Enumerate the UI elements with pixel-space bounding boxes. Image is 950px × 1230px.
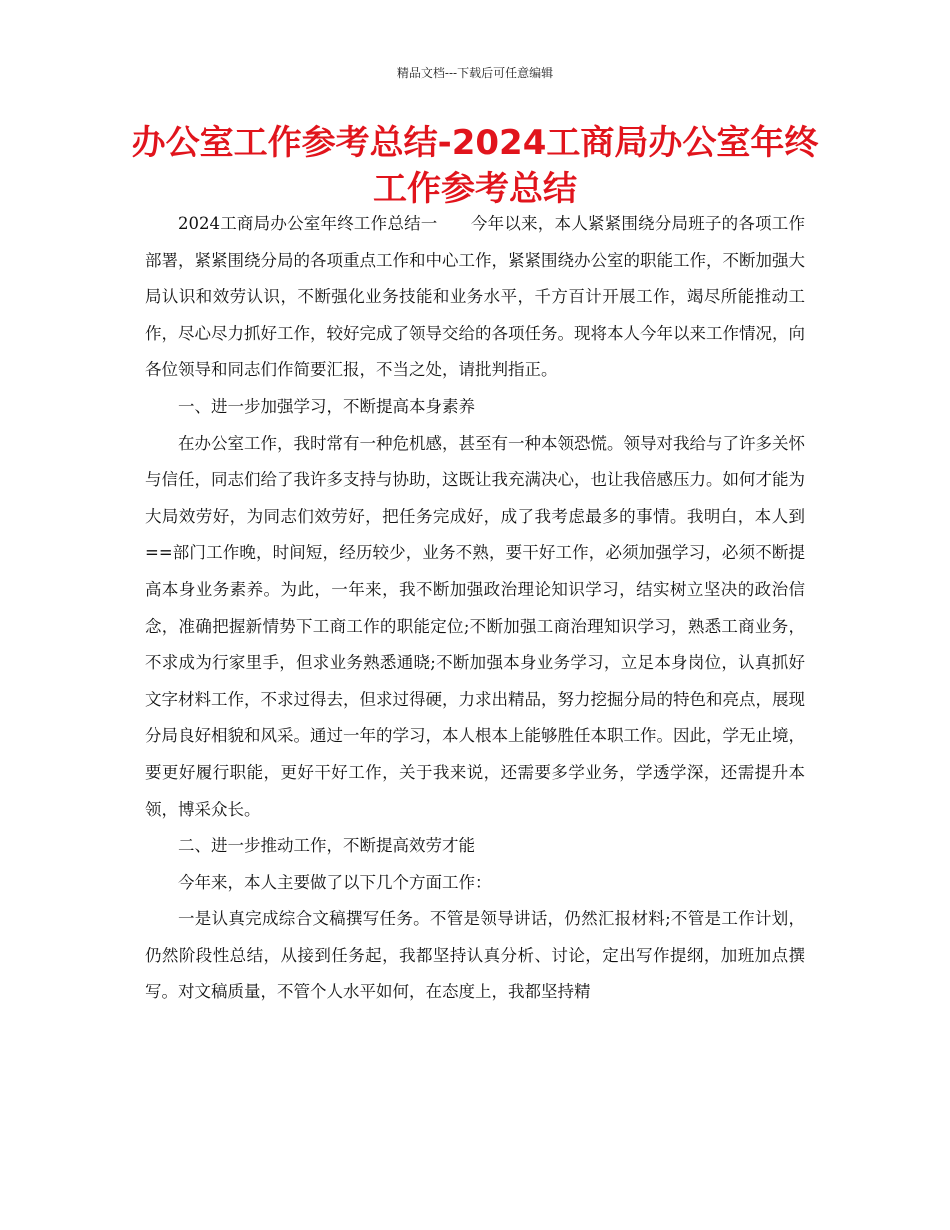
document-body — [145, 206, 805, 1011]
paragraph: 在办公室工作，我时常有一种危机感，甚至有一种本领恐慌。领导对我给与了许多关怀与信任，同志们给了我许多支持与协助，这既让我充满决心，也让我倍感压力。如何才能为大局效劳好，为同志们效劳好，把任务完成好，成了我考虑最多的事情。我明白，本人到==部门工作晚，时间短，经历较少，业务不熟，要干好工作，必须加强学习，必须不断提高本身业务素养。为此，一年来，我不断加强政治理论知识学习，结实树立坚决的政治信念，准确把握新情势下工商工作的职能定位;不断加强工商治理知识学习，熟悉工商业务，不求成为行家里手，但求业务熟悉通晓;不断加强本身业务学习，立足本身岗位，认真抓好文字材料工作，不求过得去，但求过得硬，力求出精品，努力挖掘分局的特色和亮点，展现分局良好相貌和风采。通过一年的学习，本人根本上能够胜任本职工作。因此，学无止境，要更好履行职能，更好干好工作，关于我来说，还需要多学业务，学透学深，还需提升本领，博采众长。 — [145, 433, 805, 819]
paragraph: 一是认真完成综合文稿撰写任务。不管是领导讲话，仍然汇报材料;不管是工作计划，仍然阶段性总结，从接到任务起，我都坚持认真分析、讨论，定出写作提纲，加班加点撰写。对文稿质量，不管个人水平如何，在态度上，我都坚持精 — [145, 909, 805, 1002]
section-heading: 一、进一步加强学习，不断提高本身素养 — [178, 396, 475, 416]
page-header: 精品文档---下载后可任意编辑 — [396, 66, 554, 80]
section-heading: 二、进一步推动工作，不断提高效劳才能 — [178, 836, 475, 856]
document-title: 办公室工作参考总结-2024工商局办公室年终工作参考总结 — [131, 123, 819, 209]
paragraph: 今年来，本人主要做了以下几个方面工作： — [178, 872, 492, 892]
paragraph: 2024工商局办公室年终工作总结一 今年以来，本人紧紧围绕分局班子的各项工作部署，紧紧围绕分局的各项重点工作和中心工作，紧紧围绕办公室的职能工作，不断加强大局认识和效劳认识，不断强化业务技能和业务水平，千方百计开展工作，竭尽所能推动工作，尽心尽力抓好工作，较好完成了领导交给的各项任务。现将本人今年以来工作情况，向各位领导和同志们作简要汇报，不当之处，请批判指正。 — [145, 214, 805, 380]
